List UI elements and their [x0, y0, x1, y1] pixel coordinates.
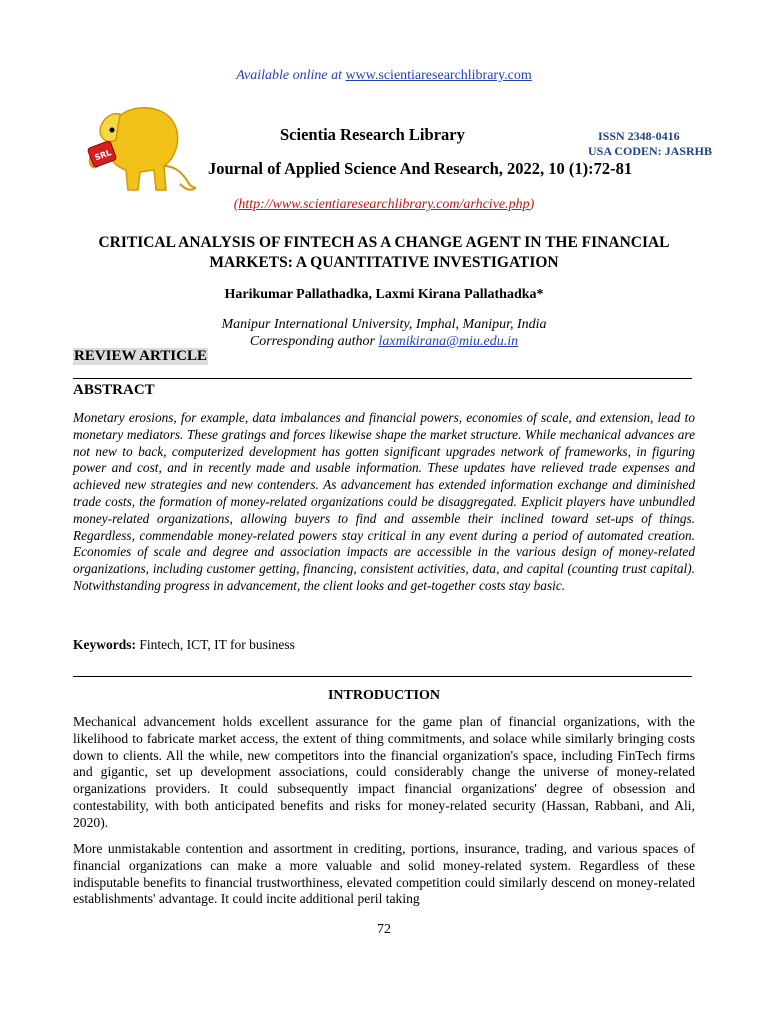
introduction-paragraph: More unmistakable contention and assortment in crediting, portions, insurance, trading, and various spaces of financial organizations can make a more valuable and solid money-related system. Regardless of these indisputable benefits to financial trustworthiness, elevated competition could similarly descend on money-related establishments' advantage. It could incite additional peril taking: [73, 841, 695, 907]
introduction-paragraph: Mechanical advancement holds excellent assurance for the game plan of financial organizations, with the likelihood to fabricate market access, the extent of thing commitments, and solace while similarly bringing costs down to clients. All the while, new competitors into the financial organization's space, including FinTech firms and gigantic, set up development associations, could considerably change the universe of money-related organizations providers. It could subsequently impact financial organizations' degree of obsession and contestability, with both anticipated benefits and risks for money-related security (Hassan, Rabbani, and Ali, 2020).: [73, 714, 695, 830]
divider: [73, 378, 692, 379]
journal-citation: Journal of Applied Science And Research, 2022, 10 (1):72-81: [208, 159, 633, 178]
affiliation: Manipur International University, Imphal, Manipur, India: [221, 317, 547, 332]
archive-line: (http://www.scientiaresearchlibrary.com/arhcive.php): [233, 197, 535, 212]
coden-label: USA CODEN: JASRHB: [588, 144, 713, 158]
article-title: CRITICAL ANALYSIS OF FINTECH AS A CHANGE AGENT IN THE FINANCIAL MARKETS: A QUANTITATIVE INVESTIGATION: [98, 234, 670, 271]
introduction-heading: INTRODUCTION: [327, 688, 440, 703]
authors: Harikumar Pallathadka, Laxmi Kirana Pallathadka*: [224, 287, 544, 302]
divider: [73, 676, 692, 677]
keywords-label: Keywords:: [73, 637, 136, 652]
corresponding-author: Corresponding author laxmikirana@miu.edu.in: [249, 334, 519, 349]
archive-link[interactable]: http://www.scientiaresearchlibrary.com/arhcive.php: [238, 197, 530, 212]
keywords-line: [73, 637, 295, 653]
abstract-heading: ABSTRACT: [73, 382, 155, 398]
svg-text:SRL: SRL: [93, 148, 113, 163]
available-online-line: [0, 68, 768, 84]
corresponding-email-link[interactable]: laxmikirana@miu.edu.in: [378, 334, 519, 349]
abstract-text: Monetary erosions, for example, data imbalances and financial powers, economies of scale, and extension, lead to monetary mediators. These gratings and forces likewise shape the market structure. While mechanical advances are not new to back, computerized development has gotten significant upgrades network of frameworks, in figuring power and cost, and in recently made and usable information. These updates have relieved trade expenses and achieved new strategies and new contenders. As advancement has extended information exchange and diminished trade costs, the formation of money-related organizations could be disaggregated. Explicit players have unbundled money-related organizations, allowing buyers to find and assemble their inclined toward set-ups of things. Regardless, commendable money-related powers stay critical in any event during a period of automated creation. Economies of scale and degree and association impacts are accessible in the various design of money-related organizations, including customer getting, financing, consistent activities, data, and capital (counting trust capital). Notwithstanding progress in advancement, the client looks and get-together costs stay basic.: [73, 410, 695, 593]
issn-label: ISSN 2348-0416: [598, 129, 680, 143]
affiliation-block: [0, 316, 768, 350]
available-online-label: Available online at: [236, 68, 342, 83]
keywords-value: Fintech, ICT, IT for business: [139, 637, 295, 652]
library-name: Scientia Research Library: [280, 125, 465, 144]
page-number: 72: [377, 922, 391, 937]
srl-elephant-logo: [78, 100, 196, 200]
article-type-label: REVIEW ARTICLE: [74, 348, 207, 364]
journal-website-link[interactable]: www.scientiaresearchlibrary.com: [345, 68, 532, 83]
